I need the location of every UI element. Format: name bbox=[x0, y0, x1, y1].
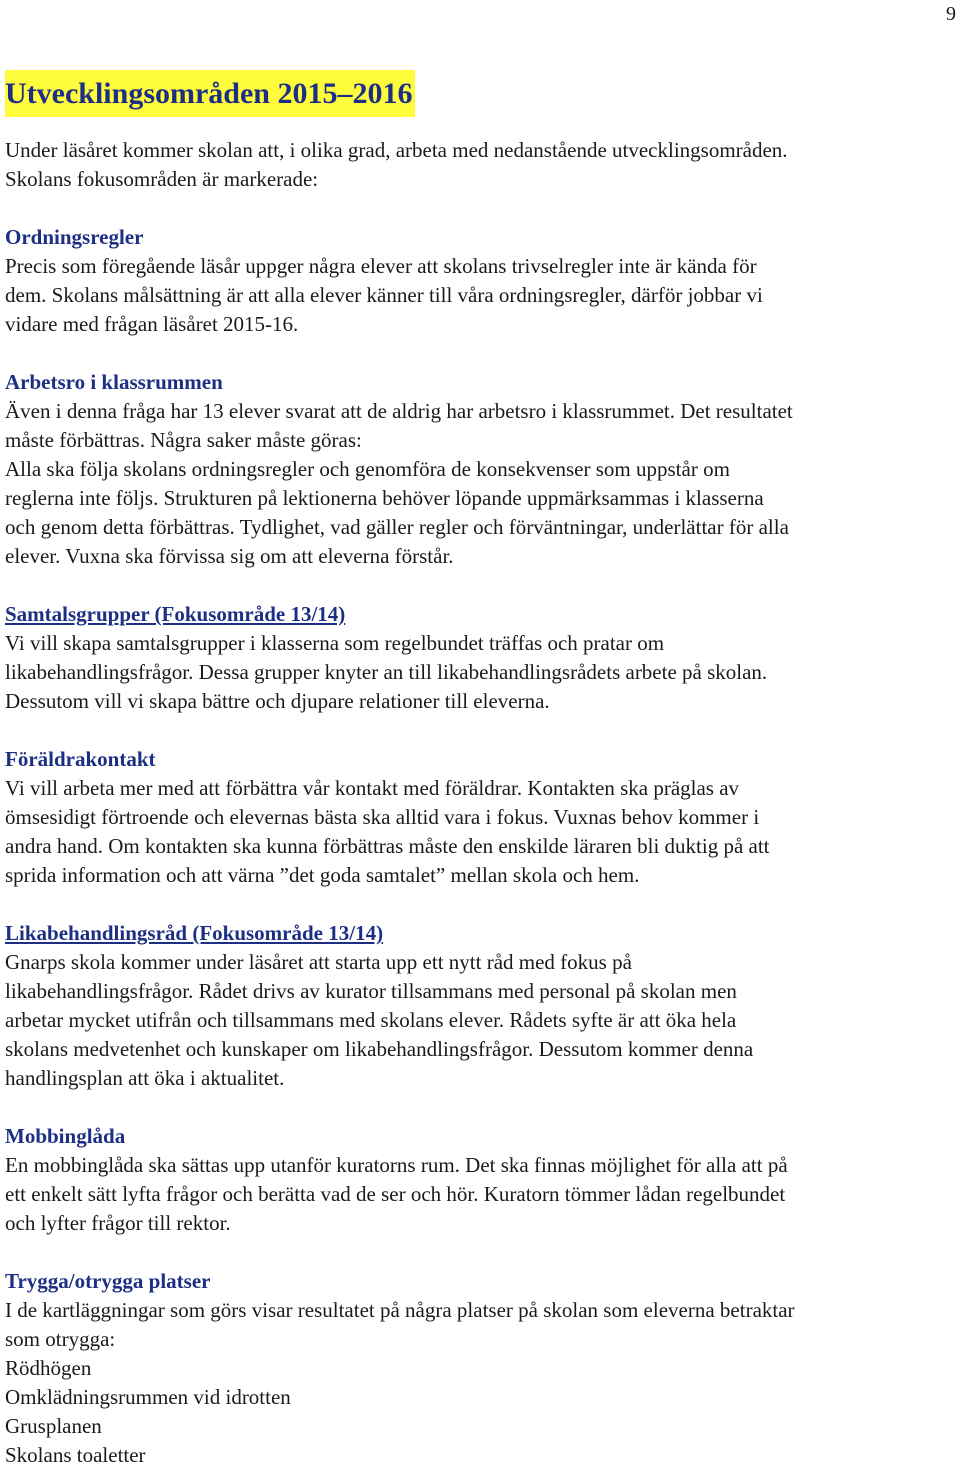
section-heading: Föräldrakontakt bbox=[5, 747, 156, 771]
section-line: Vi vill arbeta mer med att förbättra vår kontakt med föräldrar. Kontakten ska präglas av bbox=[5, 776, 740, 800]
section-line: I de kartläggningar som görs visar resultatet på några platser på skolan som eleverna betraktar bbox=[5, 1298, 795, 1322]
section-line: Även i denna fråga har 13 elever svarat att de aldrig har arbetsro i klassrummet. Det resultatet bbox=[5, 399, 793, 423]
section-line: andra hand. Om kontakten ska kunna förbättras måste den enskilde läraren bli duktig på att bbox=[5, 834, 770, 858]
section-heading: Trygga/otrygga platser bbox=[5, 1269, 211, 1293]
section-line: Gnarps skola kommer under läsåret att starta upp ett nytt råd med fokus på bbox=[5, 950, 632, 974]
intro-line: Under läsåret kommer skolan att, i olika grad, arbeta med nedanstående utvecklingsområden. bbox=[5, 138, 788, 162]
section-line: ömsesidigt förtroende och elevernas bästa ska alltid vara i fokus. Vuxnas behov kommer i bbox=[5, 805, 760, 829]
document-body bbox=[5, 70, 955, 1470]
spacer bbox=[5, 117, 955, 136]
section-arbetsro bbox=[5, 368, 955, 571]
section-line: måste förbättras. Några saker måste göras: bbox=[5, 428, 362, 452]
spacer bbox=[5, 890, 955, 919]
spacer bbox=[5, 716, 955, 745]
section-line: och genom detta förbättras. Tydlighet, vad gäller regler och förväntningar, underlättar för alla bbox=[5, 515, 789, 539]
section-line: Precis som föregående läsår uppger några elever att skolans trivselregler inte är kända för bbox=[5, 254, 757, 278]
page-title: Utvecklingsområden 2015–2016 bbox=[5, 77, 413, 110]
section-line: sprida information och att värna ”det goda samtalet” mellan skola och hem. bbox=[5, 863, 640, 887]
section-heading: Ordningsregler bbox=[5, 225, 144, 249]
spacer bbox=[5, 571, 955, 600]
page-number: 9 bbox=[946, 3, 956, 25]
section-heading-focus: Likabehandlingsråd (Fokusområde 13/14) bbox=[5, 921, 384, 945]
section-line: elever. Vuxna ska förvissa sig om att eleverna förstår. bbox=[5, 544, 454, 568]
section-trygga-platser bbox=[5, 1267, 955, 1470]
section-line: vidare med frågan läsåret 2015-16. bbox=[5, 312, 299, 336]
section-line: En mobbinglåda ska sättas upp utanför kuratorns rum. Det ska finnas möjlighet för alla att på bbox=[5, 1153, 788, 1177]
spacer bbox=[5, 194, 955, 223]
section-likabehandlingsrad bbox=[5, 919, 955, 1093]
place-item: Omklädningsrummen vid idrotten bbox=[5, 1385, 291, 1409]
section-line: Vi vill skapa samtalsgrupper i klasserna som regelbundet träffas och pratar om bbox=[5, 631, 665, 655]
section-line: som otrygga: bbox=[5, 1327, 116, 1351]
place-item: Skolans toaletter bbox=[5, 1443, 146, 1467]
section-line: ett enkelt sätt lyfta frågor och berätta vad de ser och hör. Kuratorn tömmer lådan regelbundet bbox=[5, 1182, 786, 1206]
place-item: Grusplanen bbox=[5, 1414, 102, 1438]
section-foraldrakontakt bbox=[5, 745, 955, 890]
section-line: och lyfter frågor till rektor. bbox=[5, 1211, 231, 1235]
intro-line: Skolans fokusområden är markerade: bbox=[5, 167, 319, 191]
section-ordningsregler bbox=[5, 223, 955, 339]
section-line: likabehandlingsfrågor. Dessa grupper knyter an till likabehandlingsrådets arbete på skolan. bbox=[5, 660, 768, 684]
section-heading-focus: Samtalsgrupper (Fokusområde 13/14) bbox=[5, 602, 346, 626]
section-line: Dessutom vill vi skapa bättre och djupare relationer till eleverna. bbox=[5, 689, 550, 713]
section-line: reglerna inte följs. Strukturen på lektionerna behöver löpande uppmärksammas i klasserna bbox=[5, 486, 764, 510]
section-line: likabehandlingsfrågor. Rådet drivs av kurator tillsammans med personal på skolan men bbox=[5, 979, 737, 1003]
section-line: Alla ska följa skolans ordningsregler och genomföra de konsekvenser som uppstår om bbox=[5, 457, 730, 481]
spacer bbox=[5, 1238, 955, 1267]
intro-paragraph bbox=[5, 136, 955, 194]
section-samtalsgrupper bbox=[5, 600, 955, 716]
spacer bbox=[5, 1093, 955, 1122]
section-line: arbetar mycket utifrån och tillsammans med skolans elever. Rådets syfte är att öka hela bbox=[5, 1008, 737, 1032]
section-line: dem. Skolans målsättning är att alla elever känner till våra ordningsregler, därför jobbar vi bbox=[5, 283, 763, 307]
section-line: skolans medvetenhet och kunskaper om likabehandlingsfrågor. Dessutom kommer denna bbox=[5, 1037, 754, 1061]
section-line: handlingsplan att öka i aktualitet. bbox=[5, 1066, 285, 1090]
section-heading: Arbetsro i klassrummen bbox=[5, 370, 223, 394]
section-heading: Mobbinglåda bbox=[5, 1124, 126, 1148]
title-highlight bbox=[5, 70, 415, 117]
place-item: Rödhögen bbox=[5, 1356, 92, 1380]
spacer bbox=[5, 339, 955, 368]
section-mobbinglada bbox=[5, 1122, 955, 1238]
